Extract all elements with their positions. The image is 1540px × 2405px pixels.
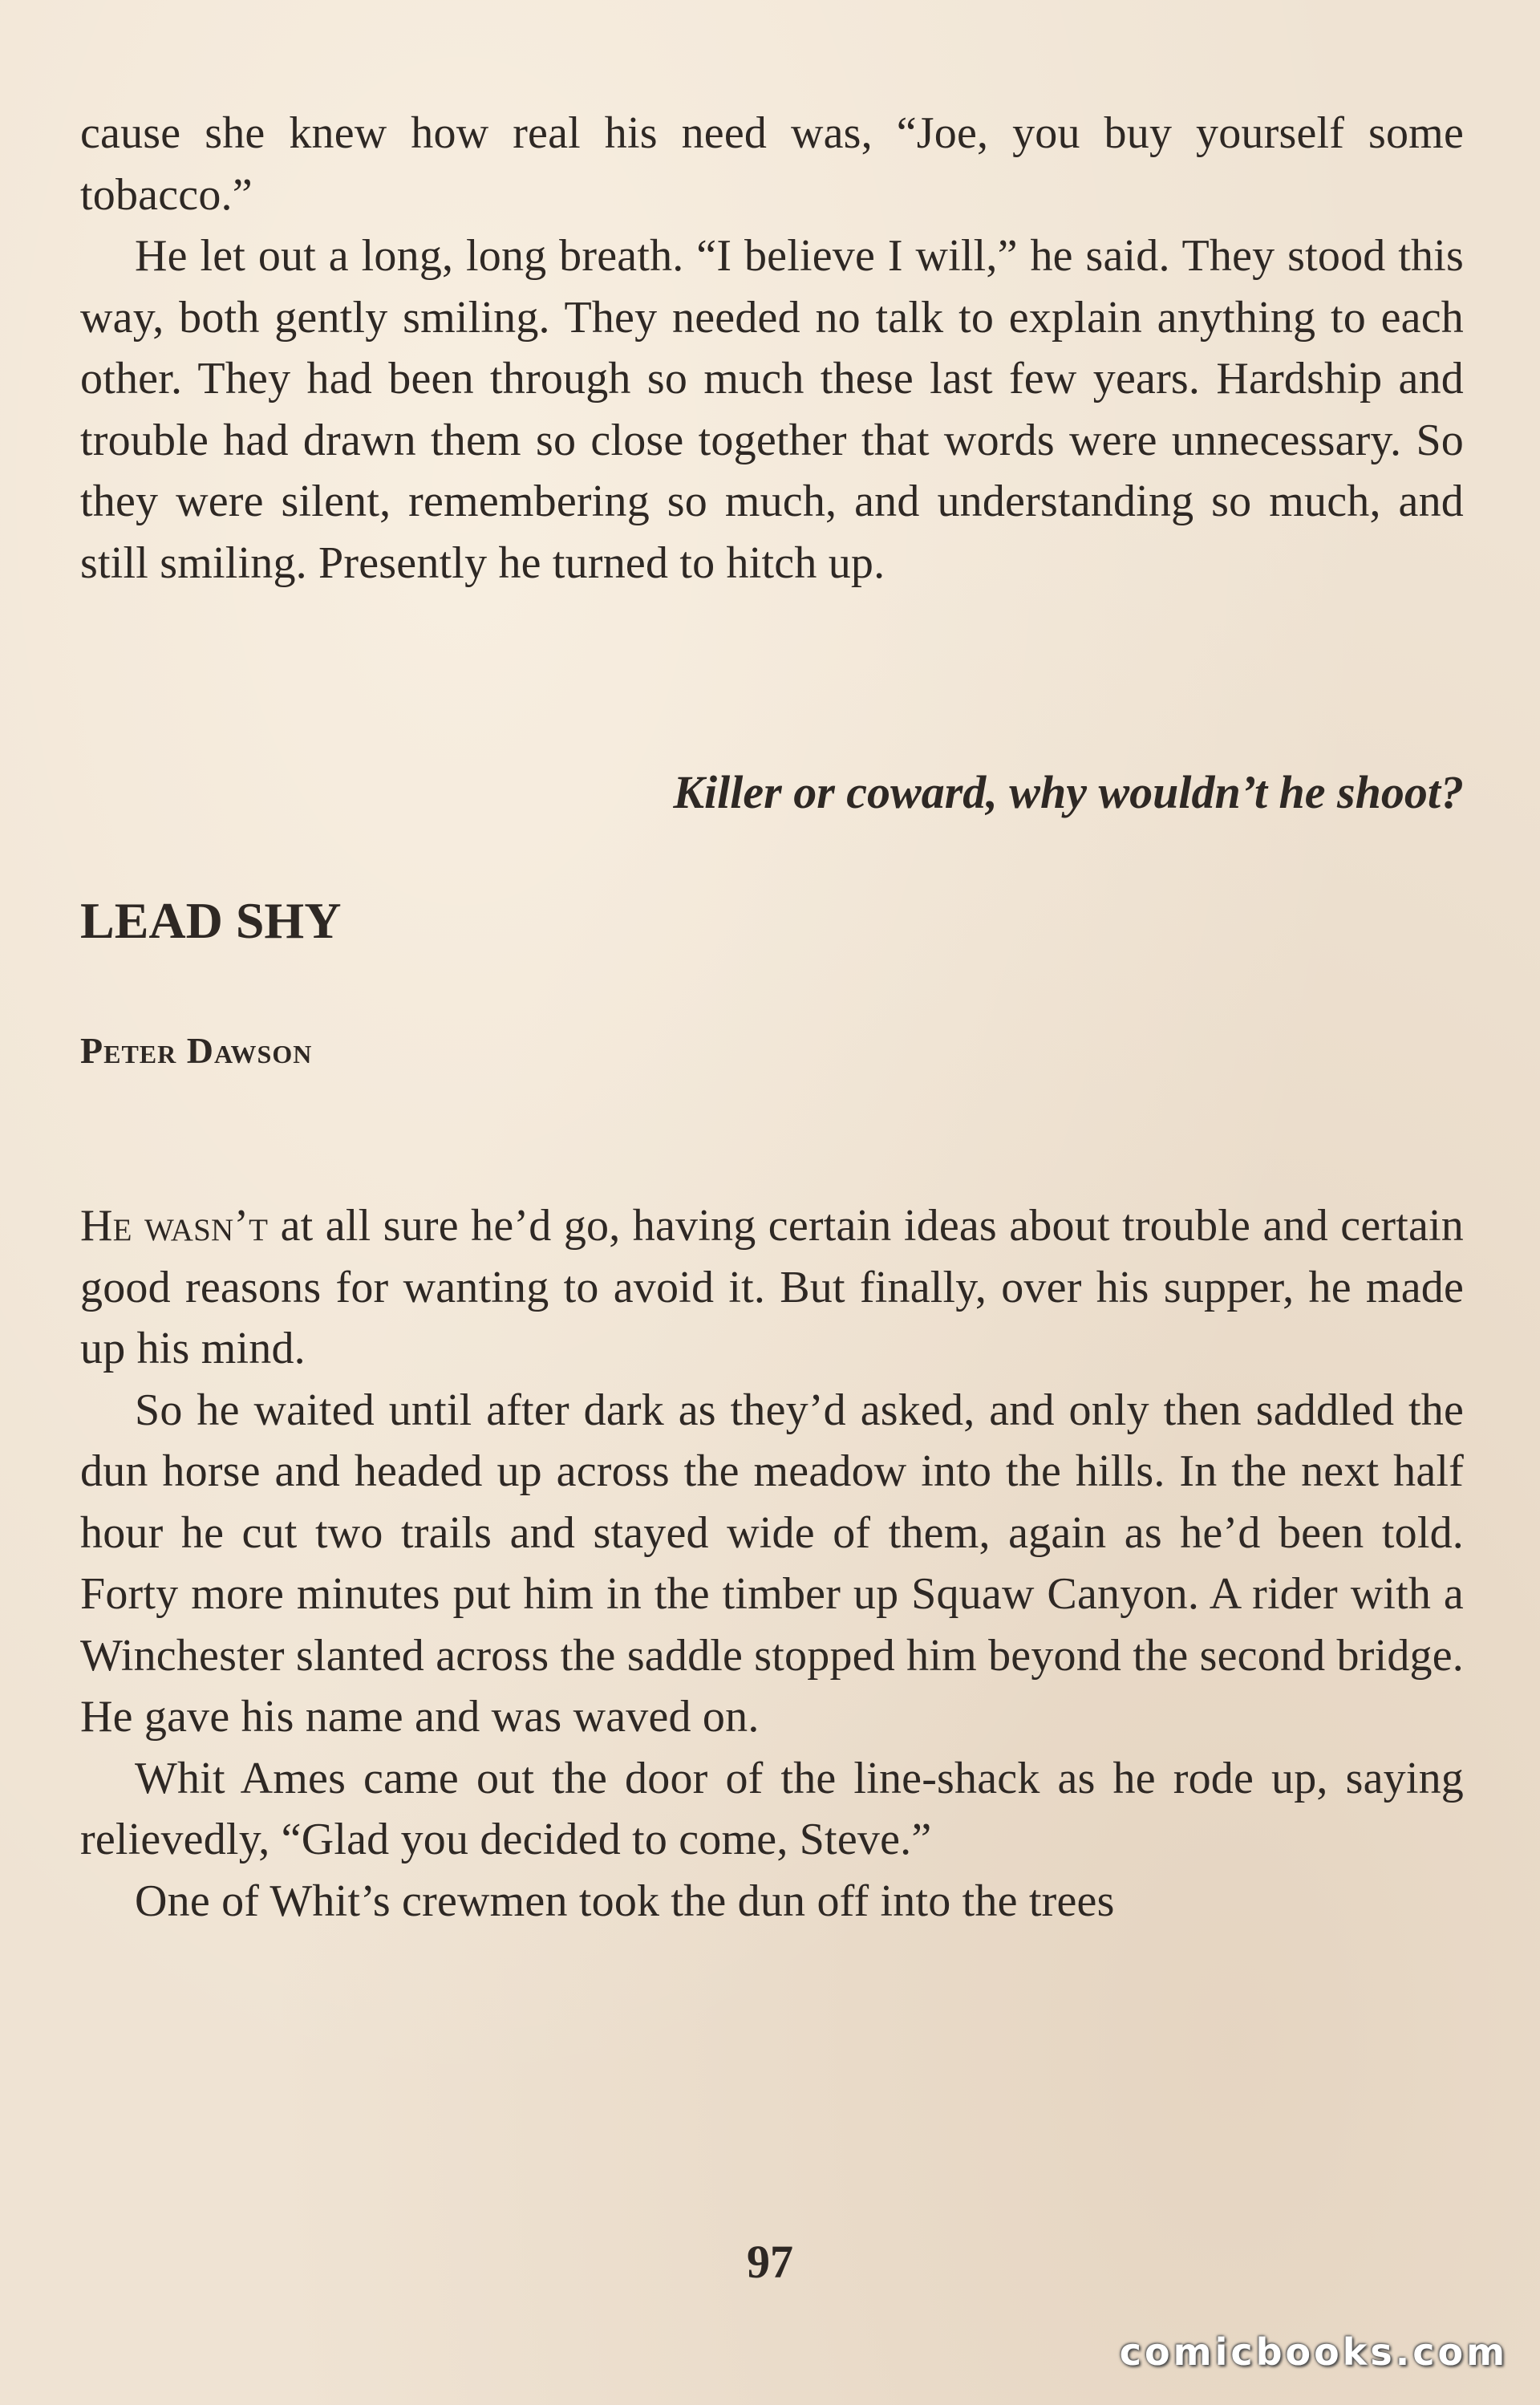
prev-story-paragraph: He let out a long, long breath. “I believe I will,” he said. They stood this way, both gently smiling. They needed no talk to explain anything to each other. They had been through so much these last few years. Hardship and trouble had drawn them so close together that words were unnecessary. So they were silent, remembering so much, and understanding so much, and still smiling. Presently he turned to hitch up. (80, 231, 1464, 588)
page-body (80, 103, 1464, 1932)
story-paragraph (80, 1195, 1464, 1380)
prev-story-paragraph: cause she knew how real his need was, “Joe, you buy yourself some tobacco.” (80, 108, 1464, 220)
story-teaser: Killer or coward, why wouldn’t he shoot? (673, 766, 1464, 818)
opening-text: at all sure he’d go, having certain ideas about trouble and certain good reasons for wanting to avoid it. But finally, over his supper, he made up his mind. (80, 1201, 1464, 1373)
author-name: Peter Dawson (80, 1030, 313, 1071)
opening-words: He wasn’t (80, 1201, 269, 1251)
story-paragraph: One of Whit’s crewmen took the dun off into the trees (135, 1876, 1115, 1926)
story-text (80, 1195, 1464, 1932)
story-paragraph: Whit Ames came out the door of the line-shack as he rode up, saying relievedly, “Glad you decided to come, Steve.” (80, 1753, 1464, 1864)
site-watermark: comicbooks.com (1119, 2330, 1508, 2374)
story-paragraph: So he waited until after dark as they’d asked, and only then saddled the dun horse and headed up across the meadow into the hills. In the next half hour he cut two trails and stayed wide of them, again as he’d been told. Forty more minutes put him in the timber up Squaw Canyon. A rider with a Winchester slanted across the saddle stopped him beyond the second bridge. He gave his name and was waved on. (80, 1385, 1464, 1742)
page-number: 97 (747, 2236, 793, 2288)
story-title: LEAD SHY (80, 892, 342, 949)
